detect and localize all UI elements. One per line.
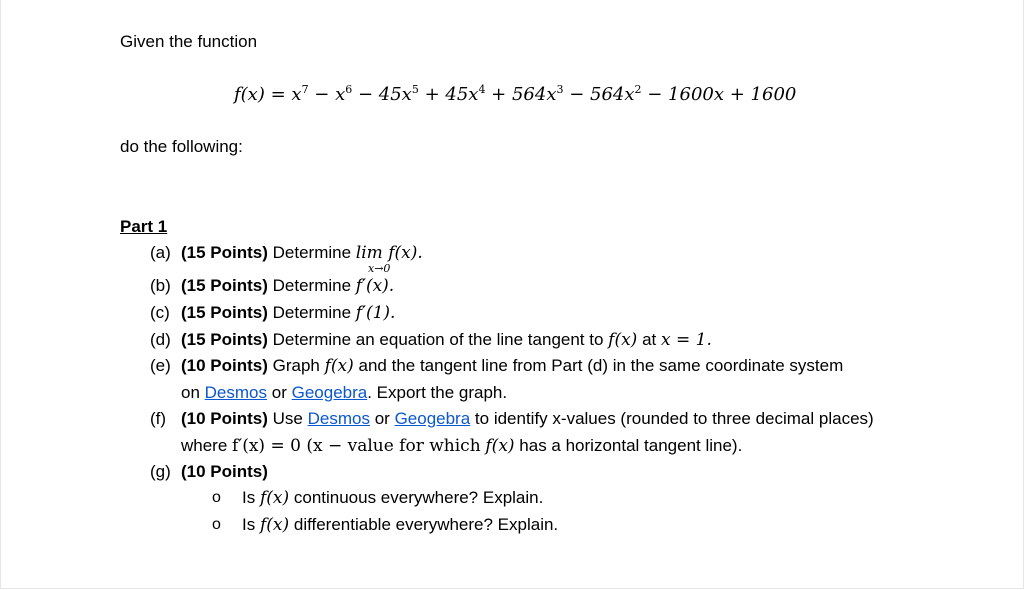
item-e-line2: on Desmos or Geogebra. Export the graph. bbox=[181, 383, 508, 402]
item-a-label: (a) bbox=[150, 243, 171, 262]
item-g-points: (10 Points) bbox=[181, 462, 268, 481]
instruction-text: do the following: bbox=[120, 137, 243, 156]
desmos-link[interactable]: Desmos bbox=[204, 383, 268, 402]
bullet-mark: o bbox=[212, 489, 221, 506]
item-c: (15 Points) Determine f′(1). bbox=[181, 303, 396, 323]
function-lhs: f(x) = bbox=[234, 84, 286, 105]
item-d: (15 Points) Determine an equation of the line tangent to f(x) at x = 1. bbox=[181, 330, 712, 350]
part-heading: Part 1 bbox=[120, 217, 168, 236]
bullet-mark: o bbox=[212, 516, 221, 533]
list-item: Is f(x) differentiable everywhere? Explain. bbox=[242, 515, 559, 535]
item-f-line2: where f′(x) = 0 (x − value for which f(x) has a horizontal tangent line). bbox=[181, 436, 743, 456]
item-e-label: (e) bbox=[150, 356, 171, 375]
function-equation: $f(x) = x^7 - x^6 - 45x^5 + 45x^4 + 564x^3 - 564x^2 - 1600x + 1600$ bbox=[234, 83, 797, 105]
geogebra-link[interactable]: Geogebra bbox=[394, 409, 471, 428]
geogebra-link[interactable]: Geogebra bbox=[291, 383, 368, 402]
item-g-label: (g) bbox=[150, 462, 171, 481]
item-e-line1: (10 Points) Graph f(x) and the tangent line from Part (d) in the same coordinate system bbox=[181, 356, 844, 376]
list-item: Is f(x) continuous everywhere? Explain. bbox=[242, 488, 544, 508]
intro-text: Given the function bbox=[120, 32, 258, 51]
item-d-label: (d) bbox=[150, 330, 171, 349]
item-c-label: (c) bbox=[150, 303, 170, 322]
item-a: (15 Points) Determine lim f(x). bbox=[181, 243, 423, 263]
item-f-label: (f) bbox=[150, 409, 167, 428]
item-f-line1: (10 Points) Use Desmos or Geogebra to identify x-values (rounded to three decimal places) bbox=[181, 409, 874, 428]
limit-subscript: x→0 bbox=[368, 262, 391, 275]
item-b-label: (b) bbox=[150, 276, 171, 295]
desmos-link[interactable]: Desmos bbox=[307, 409, 370, 428]
item-b: (15 Points) Determine f′(x). bbox=[181, 276, 395, 296]
